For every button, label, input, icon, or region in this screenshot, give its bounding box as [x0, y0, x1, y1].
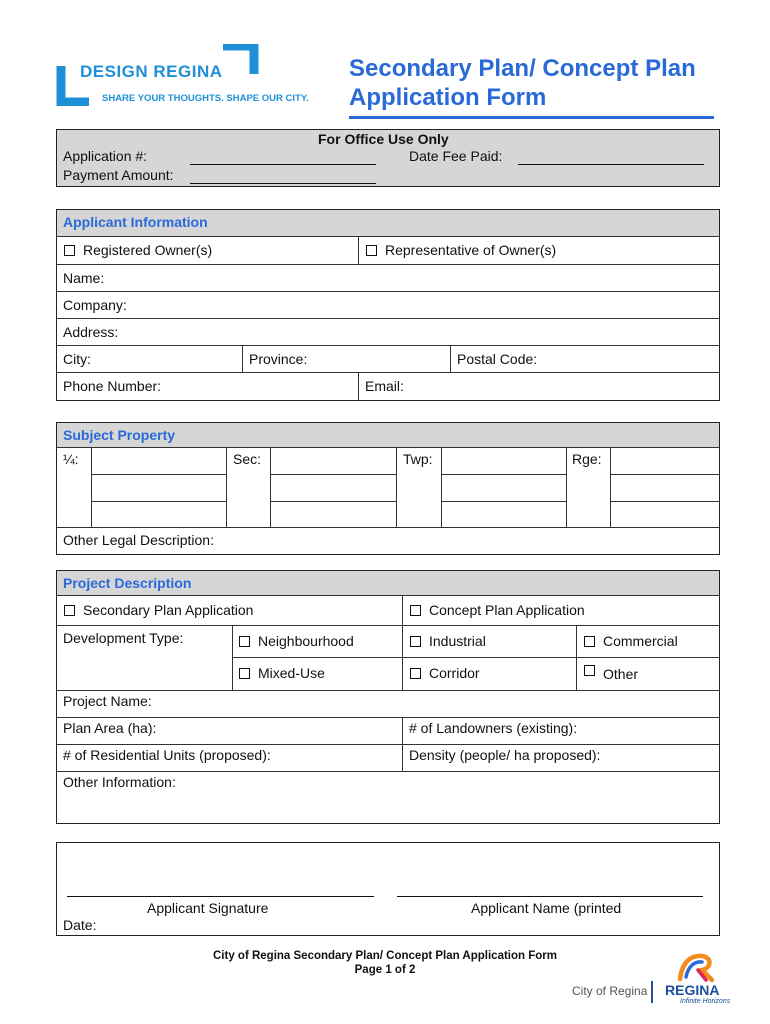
rge-label: Rge:: [572, 451, 602, 467]
other-checkbox[interactable]: [584, 662, 639, 682]
concept-plan-checkbox[interactable]: [410, 602, 585, 618]
industrial-checkbox[interactable]: [410, 633, 486, 649]
company-field[interactable]: Company:: [63, 297, 127, 313]
commercial-checkbox[interactable]: [584, 633, 678, 649]
checkbox-icon: [410, 668, 421, 679]
city-field[interactable]: City:: [63, 351, 91, 367]
city-of-regina-logo-text: City of Regina: [572, 984, 648, 998]
industrial-label: Industrial: [429, 633, 486, 649]
province-field[interactable]: Province:: [249, 351, 308, 367]
other-information-field[interactable]: Other Information:: [63, 774, 176, 790]
form-title-line1: Secondary Plan/ Concept Plan: [349, 55, 696, 82]
neighbourhood-checkbox[interactable]: [239, 633, 354, 649]
date-fee-paid-field[interactable]: [518, 164, 704, 165]
date-field[interactable]: Date:: [63, 917, 97, 933]
checkbox-icon: [239, 636, 250, 647]
payment-amount-field[interactable]: [190, 183, 376, 184]
checkbox-icon: [64, 605, 75, 616]
signature-section: [56, 842, 720, 936]
sec-label: Sec:: [233, 451, 262, 467]
corridor-checkbox[interactable]: [410, 665, 480, 681]
application-number-label: Application #:: [63, 148, 148, 164]
secondary-plan-checkbox[interactable]: [64, 602, 253, 618]
mixed-use-checkbox[interactable]: [239, 665, 325, 681]
name-field[interactable]: Name:: [63, 270, 105, 286]
footer-form-title: City of Regina Secondary Plan/ Concept Plan Application Form: [213, 950, 557, 962]
applicant-name-line[interactable]: [397, 896, 703, 897]
application-number-field[interactable]: [190, 164, 376, 165]
other-label: Other: [603, 666, 639, 682]
project-description-heading: Project Description: [57, 571, 719, 596]
logo-divider: [651, 981, 653, 1003]
form-title-line2: Application Form: [349, 84, 547, 111]
secondary-plan-label: Secondary Plan Application: [83, 602, 254, 618]
checkbox-icon: [584, 665, 595, 676]
email-field[interactable]: Email:: [365, 378, 404, 394]
address-field[interactable]: Address:: [63, 324, 119, 340]
payment-amount-label: Payment Amount:: [63, 167, 174, 183]
landowners-field[interactable]: # of Landowners (existing):: [409, 720, 578, 736]
project-name-field[interactable]: Project Name:: [63, 693, 152, 709]
checkbox-icon: [410, 636, 421, 647]
density-field[interactable]: Density (people/ ha proposed):: [409, 747, 601, 763]
checkbox-icon: [239, 668, 250, 679]
twp-label: Twp:: [403, 451, 433, 467]
checkbox-icon: [584, 636, 595, 647]
plan-area-field[interactable]: Plan Area (ha):: [63, 720, 157, 736]
checkbox-icon: [410, 605, 421, 616]
checkbox-icon: [366, 245, 377, 256]
representative-label: Representative of Owner(s): [385, 242, 557, 258]
registered-owner-label: Registered Owner(s): [83, 242, 213, 258]
applicant-name-label: Applicant Name (printed: [471, 900, 622, 916]
applicant-signature-line[interactable]: [67, 896, 374, 897]
regina-tagline: Infinite Horizons: [680, 998, 731, 1005]
applicant-signature-label: Applicant Signature: [147, 900, 269, 916]
mixed-use-label: Mixed-Use: [258, 665, 325, 681]
title-rule: [349, 116, 714, 119]
representative-checkbox[interactable]: [366, 242, 556, 258]
neighbourhood-label: Neighbourhood: [258, 633, 354, 649]
residential-units-field[interactable]: # of Residential Units (proposed):: [63, 747, 271, 763]
checkbox-icon: [64, 245, 75, 256]
office-use-heading: For Office Use Only: [318, 131, 449, 147]
quarter-label: ¼:: [63, 451, 79, 467]
subject-property-heading: Subject Property: [57, 423, 719, 448]
applicant-section-heading: Applicant Information: [57, 210, 719, 237]
footer-page-number: Page 1 of 2: [354, 964, 416, 976]
corridor-label: Corridor: [429, 665, 480, 681]
regina-r-icon: [676, 951, 716, 983]
logo-tagline: SHARE YOUR THOUGHTS. SHAPE OUR CITY.: [102, 93, 309, 104]
concept-plan-label: Concept Plan Application: [429, 602, 585, 618]
postal-code-field[interactable]: Postal Code:: [457, 351, 538, 367]
phone-field[interactable]: Phone Number:: [63, 378, 162, 394]
other-legal-description-field[interactable]: Other Legal Description:: [63, 532, 214, 548]
logo-name: DESIGN REGINA: [80, 62, 223, 81]
development-type-label: Development Type:: [63, 630, 184, 646]
commercial-label: Commercial: [603, 633, 678, 649]
registered-owner-checkbox[interactable]: [64, 242, 212, 258]
date-fee-paid-label: Date Fee Paid:: [409, 148, 503, 164]
regina-logo-text: REGINA: [665, 982, 720, 998]
